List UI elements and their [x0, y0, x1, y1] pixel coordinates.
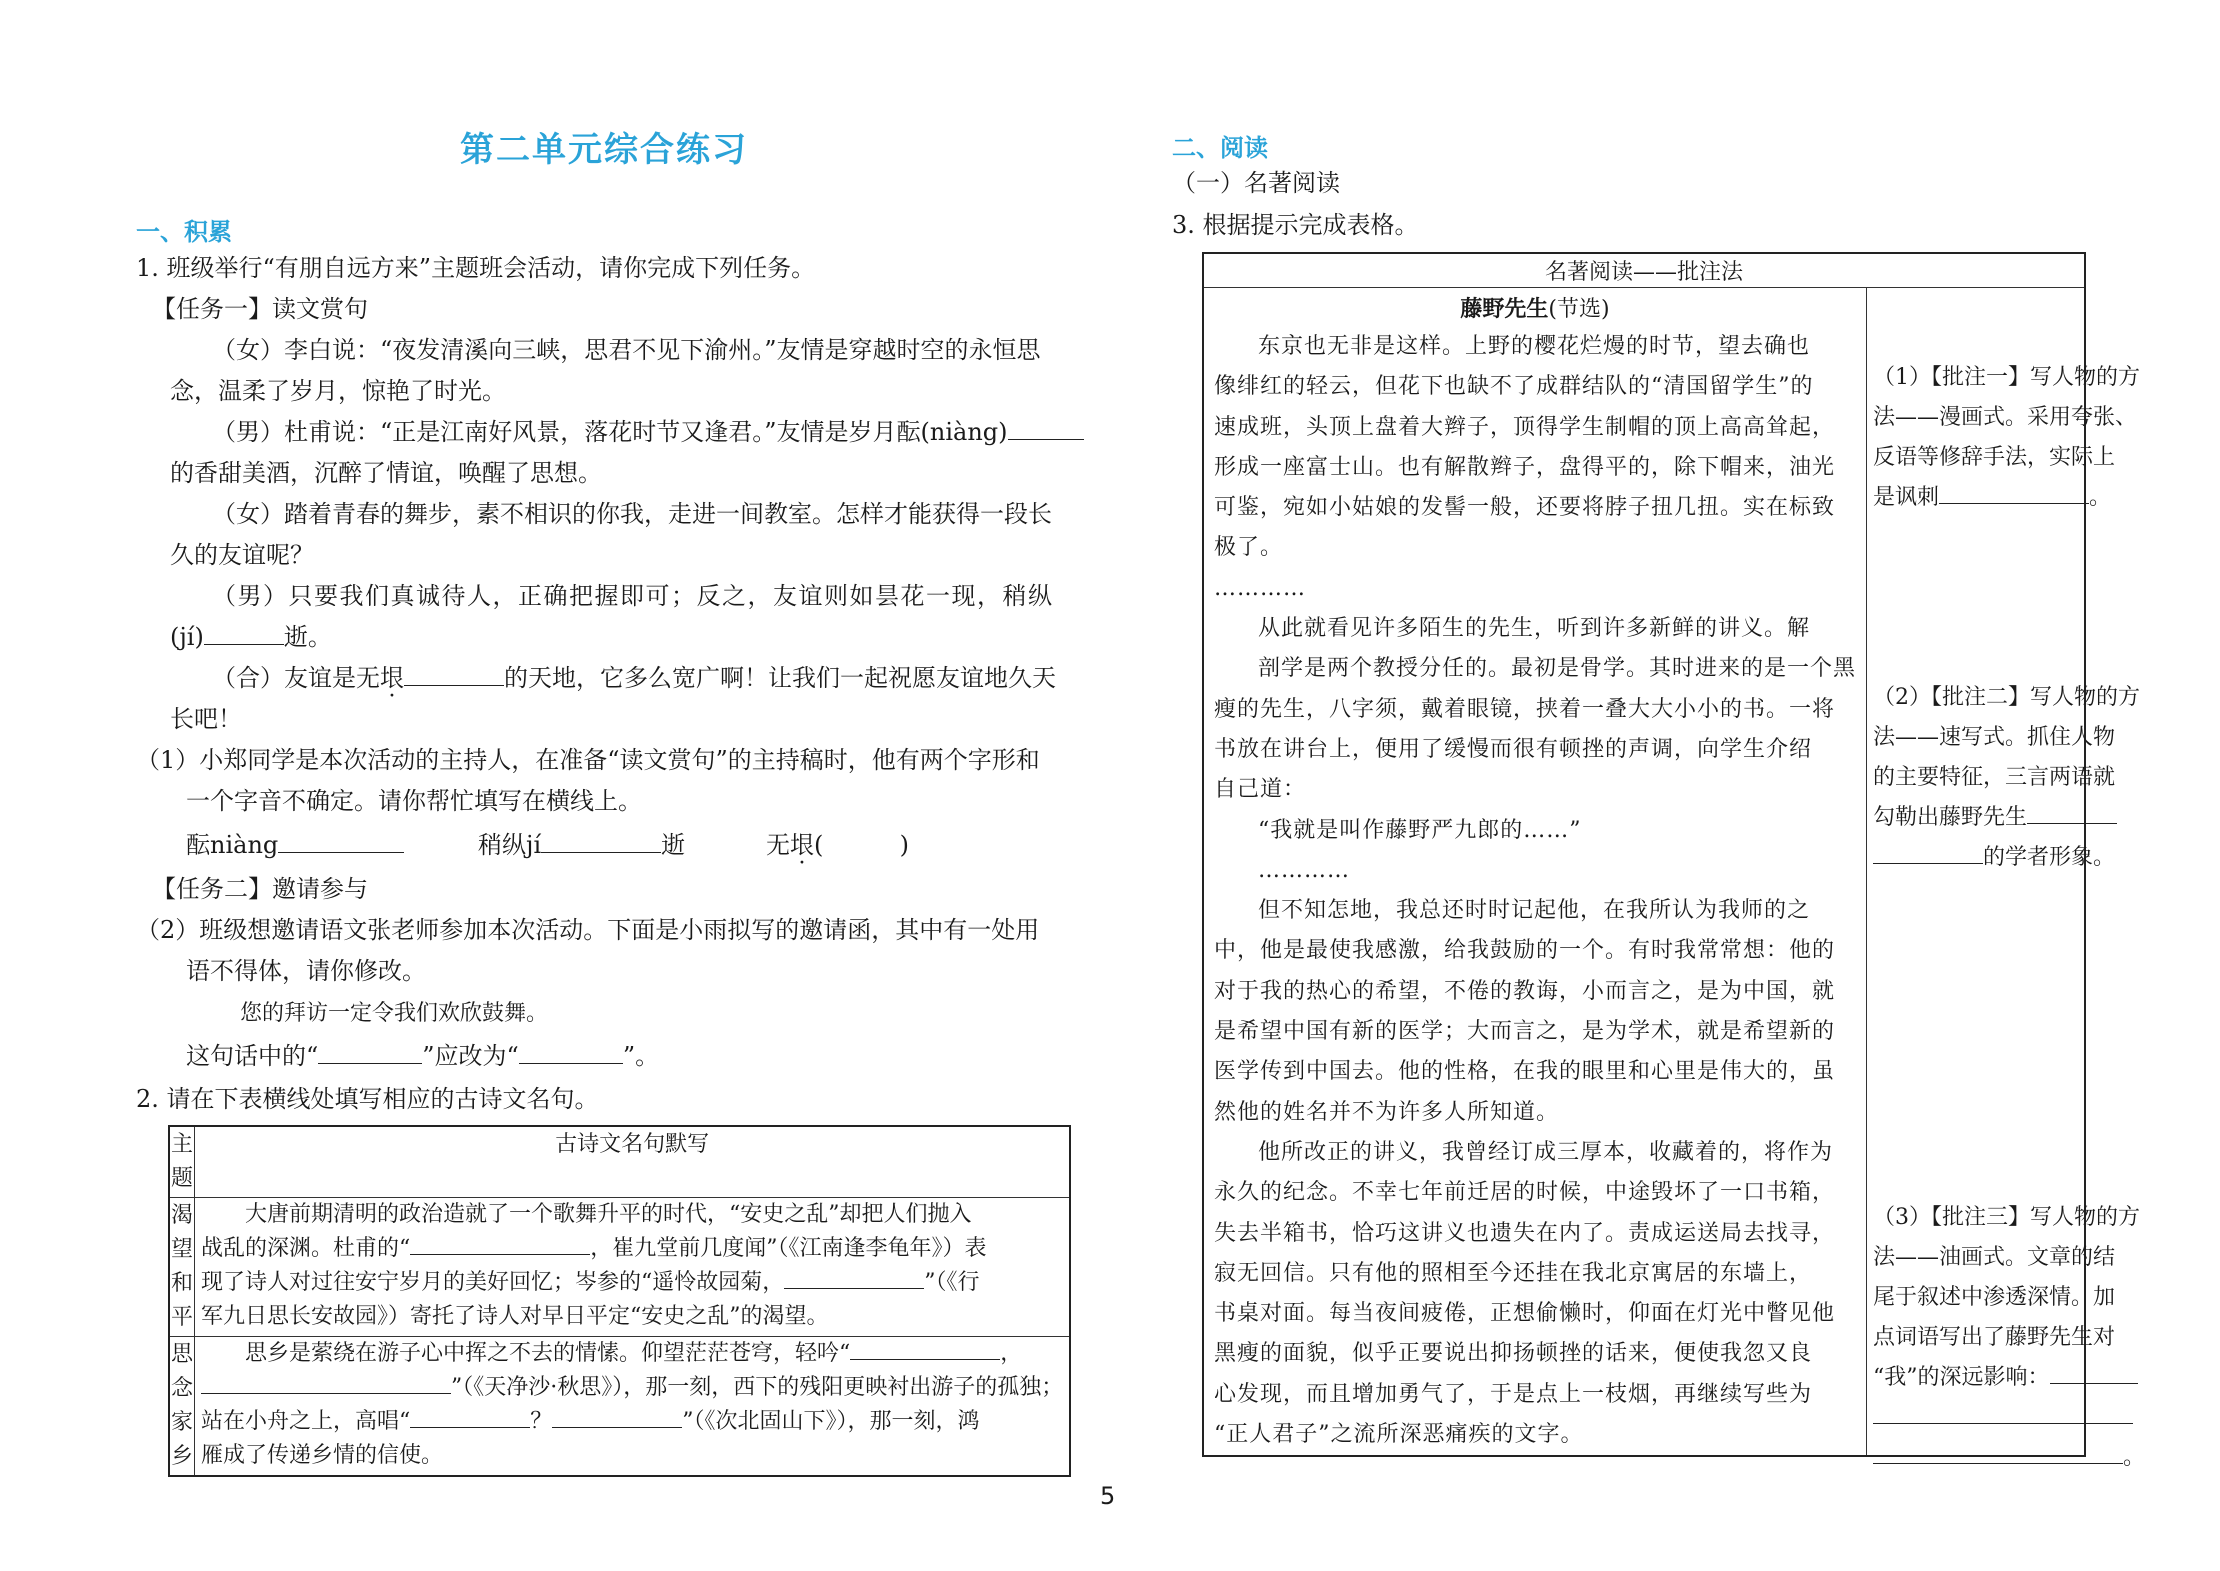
theme-cell [169, 1337, 195, 1477]
excerpt-line: “我就是叫作藤野严九郎的……” [1258, 817, 1582, 843]
theme-text: 家乡 [171, 1410, 194, 1469]
dotted-char: 垠 [380, 664, 404, 692]
dialogue-line: （女）踏着青春的舞步，素不相识的你我，走进一间教室。怎样才能获得一段长 [212, 500, 1052, 528]
reading-subsection: （一）名著阅读 [1172, 169, 1340, 197]
excerpt-line: 剖学是两个教授分任的。最初是骨学。其时进来的是一个黑 [1258, 656, 1857, 682]
excerpt-line: “正人君子”之流所深恶痛疾的文字。 [1214, 1422, 1584, 1448]
annotation-table-header: 名著阅读——批注法 [1203, 253, 2085, 288]
dialogue-line: 的香甜美酒，沉醉了情谊，唤醒了思想。 [170, 459, 602, 487]
excerpt-line: 永久的纪念。不幸七年前迁居的时候，中途毁坏了一口书箱， [1214, 1180, 1836, 1206]
section-heading-reading: 二、阅读 [1172, 134, 1268, 162]
blank-annotation-2b[interactable] [1873, 841, 1983, 864]
dotted-char: 垠 [790, 831, 814, 859]
annotation-line [1873, 1398, 2145, 1438]
excerpt-line: 像绯红的轻云，但花下也缺不了成群结队的“清国留学生”的 [1214, 374, 1814, 400]
annotation-line: 法——速写式。抓住人物 [1873, 725, 2116, 750]
blank-inline[interactable] [404, 663, 504, 686]
fill-label: 稍纵jí [478, 831, 542, 859]
excerpt-line: 形成一座富士山。也有解散辫子，盘得平的，除下帽来，油光 [1214, 454, 1836, 480]
excerpt-line: 医学传到中国去。他的性格，在我的眼里和心里是伟大的，虽 [1214, 1059, 1836, 1085]
correction-text: ”应改为“ [422, 1042, 519, 1070]
blank-wrong-word[interactable] [318, 1041, 422, 1064]
fill-item [186, 830, 404, 860]
blank-right-word[interactable] [519, 1041, 623, 1064]
dialogue-text: 的天地，它多么宽广啊！让我们一起祝愿友谊地久天 [504, 664, 1056, 692]
content-text: 战乱的深渊。杜甫的“ [201, 1236, 411, 1261]
excerpt-line: 极了。 [1214, 535, 1284, 561]
annotation-text: 。 [2123, 1445, 2146, 1470]
theme-text: 渴望 [171, 1203, 194, 1262]
theme-text: 和平 [171, 1271, 194, 1330]
annotation-line: 尾于叙述中渗透深情。加 [1873, 1285, 2116, 1310]
excerpt-line: 失去半箱书，恰巧这讲义也遗失在内了。责成运送局去找寻， [1214, 1220, 1836, 1246]
annotation-text: 的学者形象。 [1983, 845, 2116, 870]
theme-text: 思念 [171, 1342, 194, 1401]
annotation-line: 反语等修辞手法，实际上 [1873, 445, 2116, 470]
excerpt-line: ………… [1214, 575, 1306, 601]
annotation-line: 点词语写出了藤野先生对 [1873, 1325, 2116, 1350]
excerpt-line: 黑瘦的面貌，似乎正要说出抑扬顿挫的话来，便使我忽又良 [1214, 1341, 1813, 1367]
blank-poem[interactable] [552, 1405, 682, 1428]
pinyin-ji: (jí) [170, 623, 204, 651]
excerpt-line: 从此就看见许多陌生的先生，听到许多新鲜的讲义。解 [1258, 616, 1811, 642]
content-text: 站在小舟之上，高唱“ [201, 1409, 411, 1434]
answer-blank-niang[interactable] [278, 830, 404, 853]
annotation-line: （2）【批注二】写人物的方 [1873, 685, 2141, 710]
excerpt-line: 但不知怎地，我总还时时记起他，在我所认为我师的之 [1258, 898, 1811, 924]
theme-cell [169, 1198, 195, 1337]
blank-poem[interactable] [784, 1266, 924, 1289]
annotation-line [1873, 798, 2140, 838]
excerpt-line: ………… [1258, 857, 1350, 883]
annotation-text: 勾勒出藤野先生 [1873, 805, 2028, 830]
fill-label: 酝niàng [186, 831, 279, 859]
annotation-line: （1）【批注一】写人物的方 [1873, 365, 2141, 390]
subquestion-1: （1）小郑同学是本次活动的主持人，在准备“读文赏句”的主持稿时，他有两个字形和 [136, 746, 1040, 774]
content-text: ？ [530, 1409, 553, 1434]
annotation-3 [1873, 1198, 2145, 1478]
annotation-line [1873, 478, 2140, 518]
page-number: 5 [1100, 1482, 1116, 1510]
content-text: 思乡是萦绕在游子心中挥之不去的情愫。仰望茫茫苍穹，轻吟“ [245, 1341, 851, 1366]
subquestion-1: 一个字音不确定。请你帮忙填写在横线上。 [186, 787, 642, 815]
excerpt-line: 他所改正的讲义，我曾经订成三厚本，收藏着的，将作为 [1258, 1139, 1834, 1165]
annotation-line: 法——油画式。文章的结 [1873, 1245, 2116, 1270]
content-line: 雁成了传递乡情的信使。 [201, 1443, 444, 1468]
correction-text: 这句话中的“ [186, 1042, 319, 1070]
annotation-text: 是讽刺 [1873, 485, 1940, 510]
question-1-stem: 1. 班级举行“有朋自远方来”主题班会活动，请你完成下列任务。 [136, 254, 816, 282]
dialogue-line [212, 417, 1084, 447]
question-3-stem: 3. 根据提示完成表格。 [1172, 211, 1419, 239]
fill-label: 无 [766, 831, 790, 859]
poetry-table [168, 1125, 1071, 1477]
excerpt-line: 自己道： [1214, 777, 1307, 803]
annotation-line: （3）【批注三】写人物的方 [1873, 1205, 2141, 1230]
excerpt-line: 心发现，而且增加勇气了，于是点上一枝烟，再继续写些为 [1214, 1381, 1813, 1407]
fill-item [766, 830, 909, 860]
content-text: ”（《行 [924, 1270, 980, 1295]
table-header-theme: 主题 [169, 1126, 195, 1198]
blank-poem[interactable] [410, 1405, 530, 1428]
annotation-text: “我”的深远影响： [1873, 1365, 2050, 1390]
content-line [201, 1266, 1063, 1300]
answer-paren-yin[interactable]: ( ) [814, 831, 910, 859]
question-2-stem: 2. 请在下表横线处填写相应的古诗文名句。 [136, 1085, 599, 1113]
content-text: 现了诗人对过往安宁岁月的美好回忆；岑参的“遥怜故园菊， [201, 1270, 785, 1295]
excerpt-line: 书放在讲台上，便用了缓慢而很有顿挫的声调，向学生介绍 [1214, 736, 1813, 762]
annotation-2 [1873, 678, 2140, 878]
annotation-line [1873, 1438, 2145, 1478]
dialogue-text: （合）友谊是无 [212, 664, 380, 692]
dialogue-line: （男）只要我们真诚待人，正确把握即可；反之，友谊则如昙花一现，稍纵 [212, 582, 1054, 610]
excerpt-line: 对于我的热心的希望，不倦的教诲，小而言之，是为中国，就 [1214, 978, 1836, 1004]
blank-annotation-3c[interactable] [1873, 1441, 2123, 1464]
excerpt-line: 然他的姓名并不为许多人所知道。 [1214, 1099, 1560, 1125]
excerpt-line: 可鉴，宛如小姑娘的发髻一般，还要将脖子扭几扭。实在标致 [1214, 495, 1836, 521]
annotation-1 [1873, 358, 2140, 518]
excerpt-title-note: (节选) [1548, 297, 1610, 322]
content-text: ， [1000, 1341, 1023, 1366]
content-cell [195, 1198, 1071, 1337]
excerpt-title [1214, 292, 1856, 327]
annotation-line [1873, 838, 2140, 878]
notes-cell [1867, 288, 2146, 1470]
excerpt-line: 中，他是最使我感激，给我鼓励的一个。有时我常常想：他的 [1214, 938, 1836, 964]
page-title: 第二单元综合练习 [460, 130, 748, 170]
blank-poem[interactable] [410, 1232, 590, 1255]
content-line [201, 1405, 1063, 1439]
blank-annotation-2a[interactable] [2027, 801, 2117, 824]
dialogue-text: （男）杜甫说：“正是江南好风景，落花时节又逢君。”友情是岁月酝(niàng) [212, 418, 1008, 446]
excerpt-line: 东京也无非是这样。上野的樱花烂熳的时节，望去确也 [1258, 334, 1811, 359]
answer-blank-ji[interactable] [541, 830, 661, 853]
dialogue-line: 长吧！ [170, 705, 242, 733]
fill-label: 逝 [661, 831, 686, 859]
table-header-content: 古诗文名句默写 [195, 1126, 1071, 1198]
blank-niang[interactable] [1008, 417, 1084, 440]
excerpt-line: 是希望中国有新的医学；大而言之，是为学术，就是希望新的 [1214, 1019, 1836, 1045]
subquestion-2: 语不得体，请你修改。 [186, 957, 426, 985]
blank-poem[interactable] [850, 1337, 1000, 1360]
annotation-text: 。 [2089, 485, 2112, 510]
excerpt-line: 瘦的先生，八字须，戴着眼镜，挟着一叠大大小小的书。一将 [1214, 696, 1836, 722]
annotation-line: 的主要特征，三言两语就 [1873, 765, 2116, 790]
excerpt-body [1214, 327, 1856, 1455]
excerpt-line: 速成班，头顶上盘着大辫子，顶得学生制帽的顶上高高耸起， [1214, 414, 1836, 440]
task-2-label: 【任务二】邀请参与 [152, 875, 368, 903]
content-line [201, 1232, 1063, 1266]
content-cell [195, 1337, 1071, 1477]
content-line [201, 1337, 1063, 1371]
task-1-label: 【任务一】读文赏句 [152, 295, 368, 323]
dialogue-line [170, 622, 332, 652]
annotation-line: 法——漫画式。采用夸张、 [1873, 405, 2138, 430]
content-line: 大唐前期清明的政治造就了一个歌舞升平的时代，“安史之乱”却把人们抛入 [245, 1202, 972, 1227]
excerpt-line: 书桌对面。每当夜间疲倦，正想偷懒时，仰面在灯光中瞥见他 [1214, 1301, 1836, 1327]
content-text: ”（《次北固山下》），那一刻，鸿 [682, 1409, 980, 1434]
correction-line [186, 1041, 659, 1071]
content-line [201, 1371, 1063, 1405]
section-heading-accumulation: 一、积累 [136, 218, 232, 246]
excerpt-line: 寂无回信。只有他的照相至今还挂在我北京寓居的东墙上， [1214, 1260, 1813, 1286]
fill-item [478, 830, 685, 860]
blank-annotation-1[interactable] [1939, 481, 2089, 504]
blank-annotation-3a[interactable] [2050, 1361, 2138, 1384]
dialogue-line: 念，温柔了岁月，惊艳了时光。 [170, 377, 506, 405]
blank-ji[interactable] [204, 622, 284, 645]
dialogue-line [212, 663, 1056, 693]
subquestion-2: （2）班级想邀请语文张老师参加本次活动。下面是小雨拟写的邀请函，其中有一处用 [136, 916, 1040, 944]
blank-poem[interactable] [201, 1371, 451, 1394]
correction-text: ”。 [622, 1042, 660, 1070]
annotation-line [1873, 1358, 2145, 1398]
content-line: 军九日思长安故园》）寄托了诗人对早日平定“安史之乱”的渴望。 [201, 1304, 829, 1329]
excerpt-title-text: 藤野先生 [1460, 296, 1549, 322]
content-text: ，崔九堂前几度闻”（《江南逢李龟年》）表 [590, 1236, 987, 1261]
dialogue-line: （女）李白说：“夜发清溪向三峡，思君不见下渝州。”友情是穿越时空的永恒思 [212, 336, 1041, 364]
annotation-table [1202, 252, 2146, 1470]
content-text: ”（《天净沙·秋思》），那一刻，西下的残阳更映衬出游子的孤独； [451, 1375, 1064, 1400]
dialogue-text: 逝。 [283, 623, 332, 651]
dialogue-line: 久的友谊呢？ [170, 541, 314, 569]
blank-annotation-3b[interactable] [1873, 1401, 2133, 1424]
invitation-quote: 您的拜访一定令我们欢欣鼓舞。 [240, 1001, 549, 1026]
excerpt-cell [1203, 288, 1867, 1457]
